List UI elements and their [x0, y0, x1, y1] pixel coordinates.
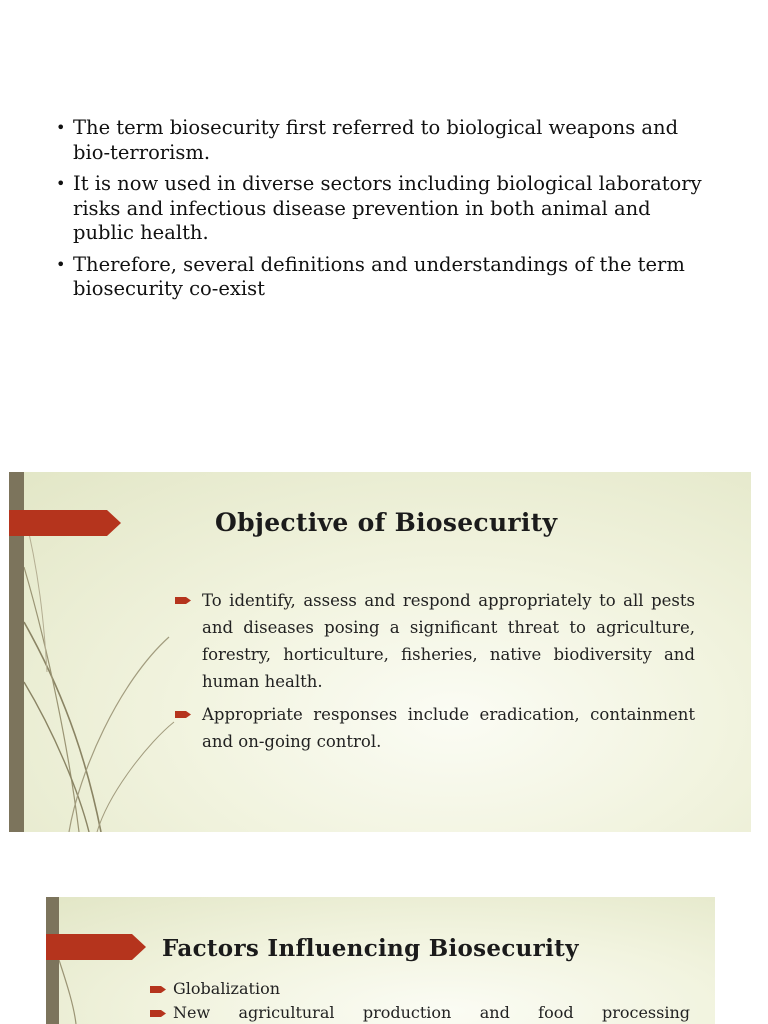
slide-2-bullet-list: [175, 587, 695, 761]
red-arrow-bullet-icon: [150, 1009, 166, 1018]
slide-1-text: [0, 0, 768, 420]
bullet-biosecurity-origin: • The term biosecurity first referred to biological weapons and bio-terrorism.: [56, 116, 679, 164]
slide-2-objective: [9, 472, 751, 832]
red-arrow-bullet-icon: [175, 710, 191, 719]
bullet-appropriate-responses: Appropriate responses include eradication, containment and on-going control.: [175, 701, 695, 755]
bullet-diverse-sectors: • It is now used in diverse sectors including biological laboratory risks and infectious disease prevention in both animal and public health.: [56, 172, 702, 244]
slide-3-factors: [46, 897, 715, 1024]
slide-2-title: Objective of Biosecurity: [215, 508, 558, 537]
red-arrow-bullet-icon: [150, 985, 166, 994]
slide-3-bullet-list: [150, 977, 690, 1024]
bullet-new-agricultural-production: New agricultural production and food processing: [150, 1001, 690, 1024]
bullet-dot-icon: •: [56, 174, 66, 193]
slide-3-title: Factors Influencing Biosecurity: [162, 935, 579, 962]
bullet-dot-icon: •: [56, 118, 66, 137]
red-arrow-tab-icon: [46, 934, 146, 960]
red-arrow-tab-icon: [9, 510, 121, 536]
bullet-objective-identify: To identify, assess and respond appropriately to all pests and diseases posing a significant threat to agriculture, forestry, horticulture, fisheries, native biodiversity and human health.: [175, 587, 695, 695]
red-arrow-bullet-icon: [175, 596, 191, 605]
slide-1-bullet-list: [56, 116, 716, 309]
bullet-dot-icon: •: [56, 254, 66, 274]
bullet-globalization: Globalization: [150, 977, 690, 1001]
left-accent-bar: [46, 897, 59, 1024]
bullet-definitions-coexist: • Therefore, several definitions and understandings of the term biosecurity co-exist: [56, 252, 685, 300]
